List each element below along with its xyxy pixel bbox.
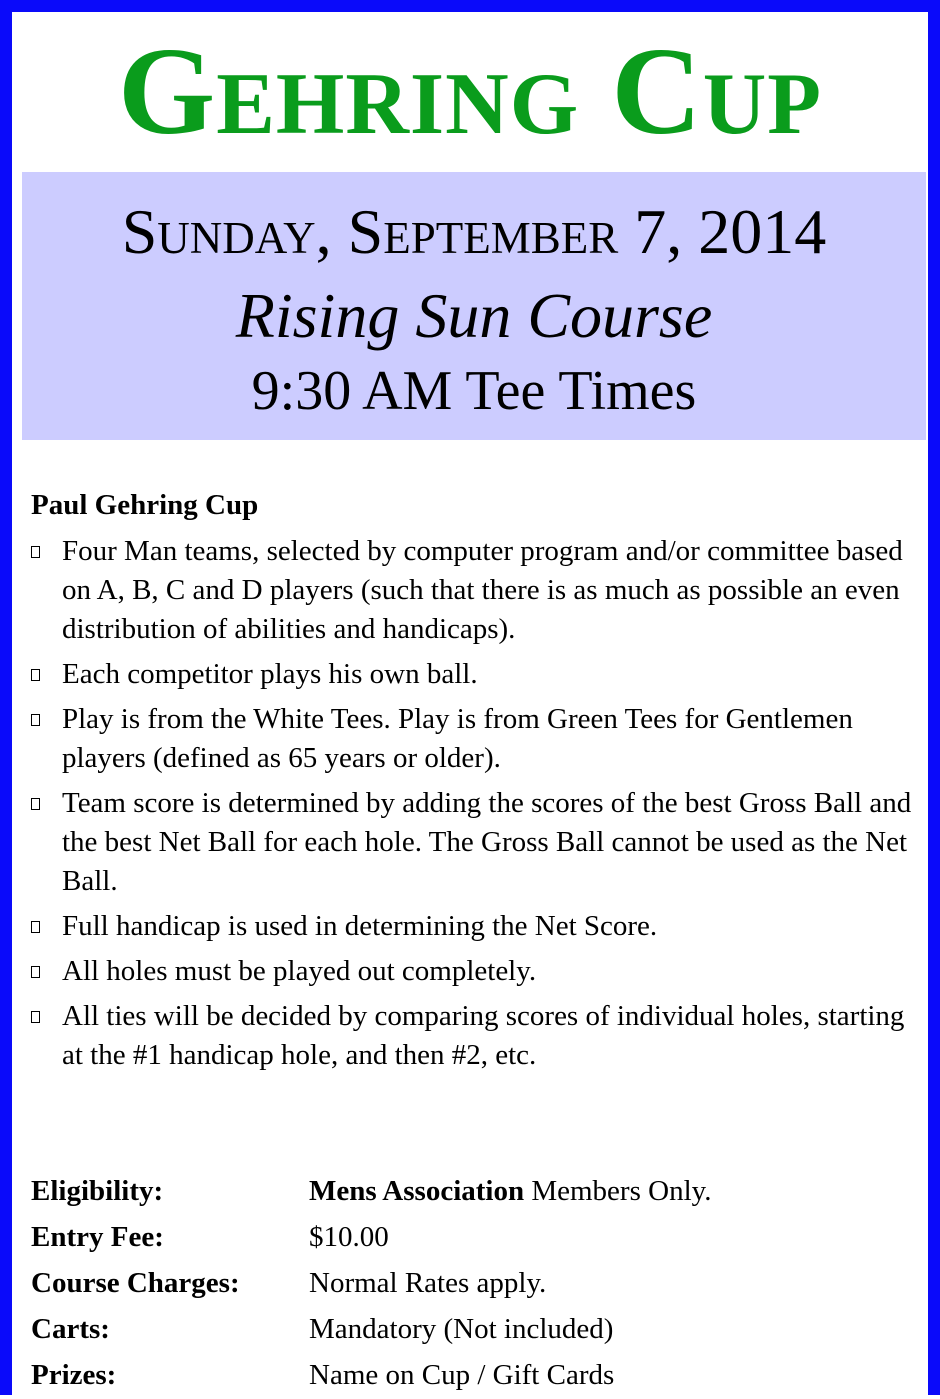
event-banner [22, 172, 926, 440]
box-bullet-icon [31, 1011, 40, 1023]
rule-text: Team score is determined by adding the scores of the best Gross Ball and the best Net Ball for each hole. The Gross Ball cannot be used as the Net Ball. [62, 787, 912, 897]
detail-value: Name on Cup / Gift Cards [309, 1359, 615, 1391]
detail-carts [31, 1307, 916, 1353]
box-bullet-icon [31, 669, 40, 681]
box-bullet-icon [31, 798, 40, 810]
event-course: Rising Sun Course [235, 280, 713, 351]
rule-text: Each competitor plays his own ball. [62, 658, 478, 690]
rule-item [31, 997, 916, 1075]
eligibility-rest: Members Only. [524, 1175, 712, 1207]
box-bullet-icon [31, 921, 40, 933]
rule-item [31, 952, 916, 991]
detail-label: Carts: [31, 1313, 110, 1345]
detail-value: Normal Rates apply. [309, 1267, 547, 1299]
detail-course-charges [31, 1261, 916, 1307]
event-tee-times: 9:30 AM Tee Times [251, 360, 697, 422]
box-bullet-icon [31, 966, 40, 978]
event-details [31, 1169, 916, 1399]
rule-item [31, 700, 916, 778]
detail-value: $10.00 [309, 1221, 389, 1253]
page-title: Gehring Cup [118, 23, 822, 161]
detail-prizes [31, 1353, 916, 1399]
detail-eligibility [31, 1169, 916, 1215]
rule-item [31, 532, 916, 649]
rule-text: Four Man teams, selected by computer program and/or committee based on A, B, C and D players (such that there is as much as possible an even distribution of abilities and handicaps). [62, 535, 903, 645]
detail-entry-fee [31, 1215, 916, 1261]
detail-label: Course Charges: [31, 1267, 240, 1299]
rule-text: Play is from the White Tees. Play is from Green Tees for Gentlemen players (defined as 65 years or older). [62, 703, 853, 774]
rule-item [31, 784, 916, 901]
association-name: Mens Association [309, 1175, 525, 1207]
detail-value [309, 1169, 712, 1213]
rule-text: Full handicap is used in determining the Net Score. [62, 910, 658, 942]
rule-item [31, 907, 916, 946]
detail-label: Prizes: [31, 1359, 117, 1391]
rule-text: All holes must be played out completely. [62, 955, 537, 987]
box-bullet-icon [31, 546, 40, 558]
rule-text: All ties will be decided by comparing scores of individual holes, starting at the #1 handicap hole, and then #2, etc. [62, 1000, 905, 1071]
rules-list [31, 532, 916, 1081]
box-bullet-icon [31, 714, 40, 726]
section-heading: Paul Gehring Cup [31, 489, 259, 521]
detail-value: Mandatory (Not included) [309, 1313, 614, 1345]
detail-label: Eligibility: [31, 1175, 164, 1207]
detail-label: Entry Fee: [31, 1221, 164, 1253]
event-date: Sunday, September 7, 2014 [121, 196, 827, 267]
rule-item [31, 655, 916, 694]
